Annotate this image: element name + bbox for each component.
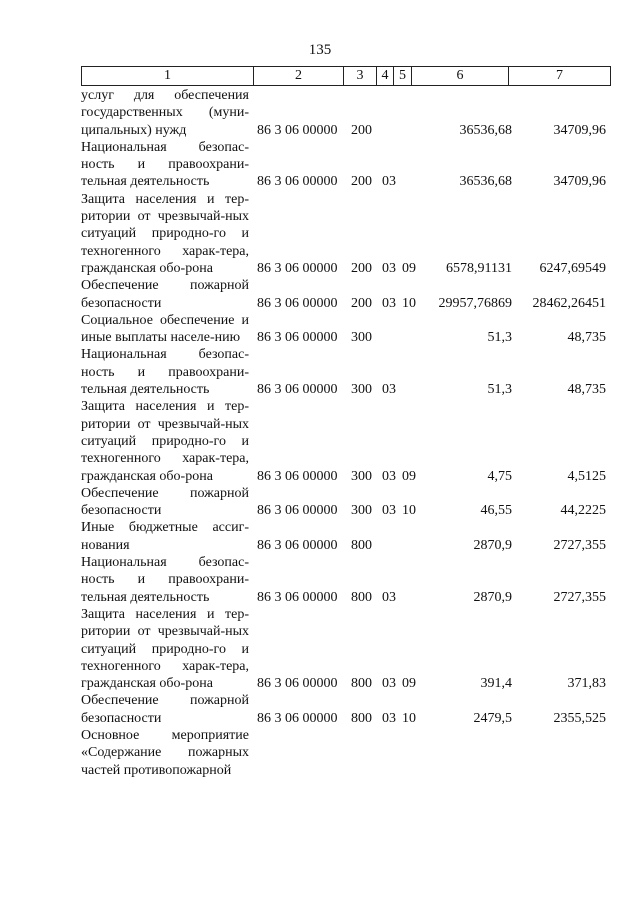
row-amount-6: 51,3	[487, 382, 512, 398]
row-amount-6: 51,3	[487, 330, 512, 346]
row-subsection: 09	[402, 260, 416, 276]
row-name: Иные бюджетные ассиг-нования	[81, 520, 249, 553]
row-name: Обеспечение пожарной безопасности	[81, 278, 249, 311]
row-code: 86 3 06 00000	[257, 260, 338, 276]
row-name: Защита населения и тер-ритории от чрезвычай-ных ситуаций природно-го и техногенного харак-тера, гражданская обо-рона	[81, 399, 249, 484]
row-expense-type: 200	[351, 260, 372, 276]
row-expense-type: 800	[351, 676, 372, 692]
budget-table-body	[81, 87, 611, 779]
column-header-5: 5	[394, 67, 412, 85]
row-amount-7: 4,5125	[567, 468, 606, 484]
row-amount-6: 6578,91131	[446, 260, 512, 276]
row-name: Защита населения и тер-ритории от чрезвычай-ных ситуаций природно-го и техногенного харак-тера, гражданская обо-рона	[81, 606, 249, 692]
row-name: услуг для обеспечения государственных (муни-ципальных) нужд	[81, 88, 249, 138]
row-section: 03	[382, 295, 396, 311]
column-header-6: 6	[412, 67, 509, 85]
column-header-1: 1	[82, 67, 254, 85]
row-amount-6: 36536,68	[459, 122, 512, 138]
row-expense-type: 200	[351, 174, 372, 190]
row-code: 86 3 06 00000	[257, 503, 338, 519]
row-amount-7: 2727,355	[553, 589, 606, 605]
row-amount-6: 46,55	[480, 503, 512, 519]
row-subsection: 09	[402, 676, 416, 692]
row-code: 86 3 06 00000	[257, 676, 338, 692]
row-amount-7: 44,2225	[560, 503, 606, 519]
column-header-7: 7	[556, 68, 563, 83]
row-code: 86 3 06 00000	[257, 295, 338, 311]
table-row	[81, 692, 611, 727]
row-amount-7: 34709,96	[553, 122, 606, 138]
row-section: 03	[382, 468, 396, 484]
row-name: Национальная безопас-ность и правоохрани-тельная деятельность	[81, 347, 249, 398]
table-row	[81, 277, 611, 312]
row-code: 86 3 06 00000	[257, 468, 338, 484]
row-name: Обеспечение пожарной безопасности	[81, 693, 249, 726]
table-row	[81, 398, 611, 484]
row-expense-type: 800	[351, 710, 372, 726]
table-row	[81, 346, 611, 398]
table-row	[81, 554, 611, 606]
row-code: 86 3 06 00000	[257, 537, 338, 553]
row-amount-7: 6247,69549	[539, 260, 606, 276]
table-row	[81, 727, 611, 779]
page-number: 135	[308, 42, 332, 58]
row-code: 86 3 06 00000	[257, 589, 338, 605]
row-code: 86 3 06 00000	[257, 122, 338, 138]
table-header	[81, 66, 611, 86]
table-row	[81, 191, 611, 277]
row-amount-7: 34709,96	[553, 174, 606, 190]
row-code: 86 3 06 00000	[257, 174, 338, 190]
row-amount-7: 2355,525	[553, 710, 606, 726]
row-expense-type: 300	[351, 468, 372, 484]
row-expense-type: 300	[351, 382, 372, 398]
row-expense-type: 200	[351, 122, 372, 138]
row-expense-type: 300	[351, 503, 372, 519]
row-code: 86 3 06 00000	[257, 382, 338, 398]
row-subsection: 10	[402, 710, 416, 726]
table-row	[81, 485, 611, 520]
column-header-4: 4	[377, 67, 394, 85]
table-row	[81, 606, 611, 692]
row-amount-6: 29957,76869	[438, 295, 512, 311]
row-amount-6: 391,4	[480, 676, 512, 692]
row-section: 03	[382, 676, 396, 692]
row-code: 86 3 06 00000	[257, 710, 338, 726]
row-expense-type: 300	[351, 330, 372, 346]
row-amount-7: 371,83	[567, 676, 606, 692]
row-amount-6: 2870,9	[473, 537, 512, 553]
row-name: Основное мероприятие «Содержание пожарных частей противопожарной	[81, 727, 249, 778]
row-amount-7: 28462,26451	[532, 295, 606, 311]
row-expense-type: 200	[351, 295, 372, 311]
row-section: 03	[382, 174, 396, 190]
row-section: 03	[382, 589, 396, 605]
row-name: Социальное обеспечение и иные выплаты населе-нию	[81, 312, 249, 346]
row-subsection: 10	[402, 503, 416, 519]
table-row	[81, 139, 611, 191]
table-row	[81, 312, 611, 347]
row-subsection: 10	[402, 295, 416, 311]
row-amount-6: 4,75	[487, 468, 512, 484]
table-row	[81, 519, 611, 554]
column-header-2: 2	[254, 67, 344, 85]
row-name: Национальная безопас-ность и правоохрани-тельная деятельность	[81, 555, 249, 605]
row-amount-6: 2479,5	[473, 710, 512, 726]
row-amount-7: 2727,355	[553, 537, 606, 553]
row-amount-6: 36536,68	[459, 174, 512, 190]
row-name: Национальная безопас-ность и правоохрани-тельная деятельность	[81, 139, 249, 190]
row-subsection: 09	[402, 468, 416, 484]
table-row	[81, 87, 611, 139]
row-name: Защита населения и тер-ритории от чрезвычай-ных ситуаций природно-го и техногенного харак-тера, гражданская обо-рона	[81, 191, 249, 276]
row-name: Обеспечение пожарной безопасности	[81, 485, 249, 519]
row-section: 03	[382, 382, 396, 398]
row-amount-7: 48,735	[567, 330, 606, 346]
row-expense-type: 800	[351, 589, 372, 605]
row-expense-type: 800	[351, 537, 372, 553]
row-amount-6: 2870,9	[473, 589, 512, 605]
row-section: 03	[382, 710, 396, 726]
column-header-3: 3	[344, 67, 377, 85]
row-section: 03	[382, 260, 396, 276]
row-section: 03	[382, 503, 396, 519]
row-code: 86 3 06 00000	[257, 330, 338, 346]
row-amount-7: 48,735	[567, 382, 606, 398]
